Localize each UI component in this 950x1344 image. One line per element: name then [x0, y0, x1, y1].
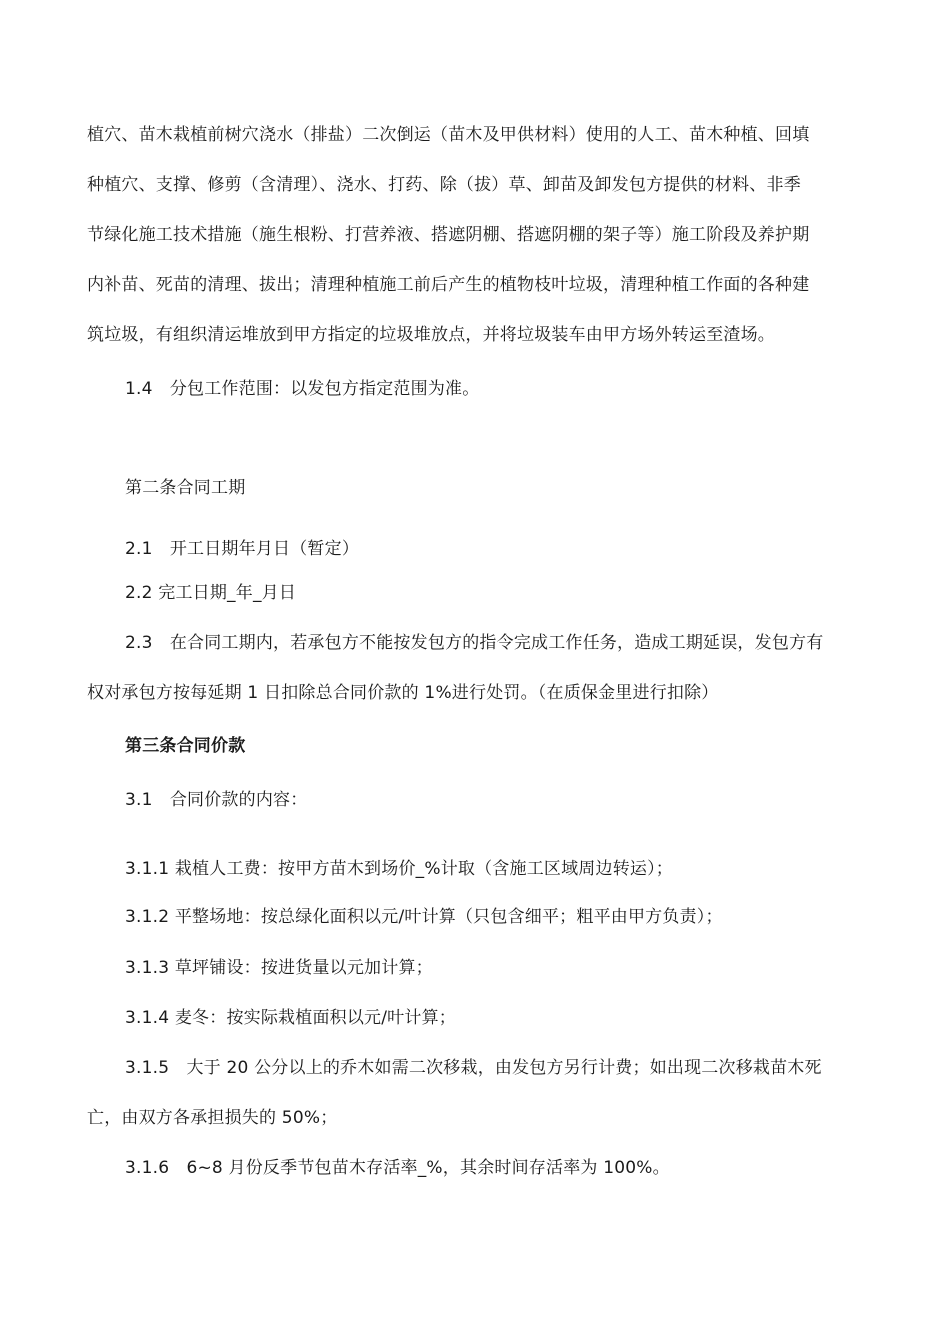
- item-3-1-1: 3.1.1 栽植人工费：按甲方苗木到场价_%计取（含施工区域周边转运）；: [125, 859, 674, 879]
- item-3-1-5-line-1: 3.1.5 大于 20 公分以上的乔木如需二次移栽，由发包方另行计费；如出现二次移栽苗木死: [125, 1058, 822, 1078]
- item-3-1-2: 3.1.2 平整场地：按总绿化面积以元/叶计算（只包含细平；粗平由甲方负责）；: [125, 907, 723, 927]
- article-2-heading: 第二条合同工期: [125, 478, 246, 498]
- article-3-heading: 第三条合同价款: [125, 736, 246, 756]
- item-3-1: 3.1 合同价款的内容：: [125, 790, 308, 810]
- item-3-1-5-line-2: 亡，由双方各承担损失的 50%；: [87, 1108, 338, 1128]
- paragraph-line-5: 筑垃圾，有组织清运堆放到甲方指定的垃圾堆放点，并将垃圾装车由甲方场外转运至渣场。: [87, 325, 775, 345]
- paragraph-line-4: 内补苗、死苗的清理、拔出；清理种植施工前后产生的植物枝叶垃圾，清理种植工作面的各种建: [87, 275, 810, 295]
- item-2-3-line-2: 权对承包方按每延期 1 日扣除总合同价款的 1%进行处罚。（在质保金里进行扣除）: [87, 683, 719, 703]
- clause-1-4: 1.4 分包工作范围：以发包方指定范围为准。: [125, 379, 480, 399]
- item-3-1-4: 3.1.4 麦冬：按实际栽植面积以元/叶计算；: [125, 1008, 456, 1028]
- item-2-2: 2.2 完工日期_年_月日: [125, 583, 297, 603]
- paragraph-line-2: 种植穴、支撑、修剪（含清理）、浇水、打药、除（拔）草、卸苗及卸发包方提供的材料、非季: [87, 175, 801, 195]
- item-2-1: 2.1 开工日期年月日（暂定）: [125, 539, 360, 559]
- item-2-3-line-1: 2.3 在合同工期内，若承包方不能按发包方的指令完成工作任务，造成工期延误，发包方有: [125, 633, 824, 653]
- paragraph-line-1: 植穴、苗木栽植前树穴浇水（排盐）二次倒运（苗木及甲供材料）使用的人工、苗木种植、回填: [87, 125, 810, 145]
- item-3-1-3: 3.1.3 草坪铺设：按进货量以元加计算；: [125, 958, 433, 978]
- paragraph-line-3: 节绿化施工技术措施（施生根粉、打营养液、搭遮阴棚、搭遮阴棚的架子等）施工阶段及养护期: [87, 225, 810, 245]
- item-3-1-6: 3.1.6 6~8 月份反季节包苗木存活率_%，其余时间存活率为 100%。: [125, 1158, 670, 1178]
